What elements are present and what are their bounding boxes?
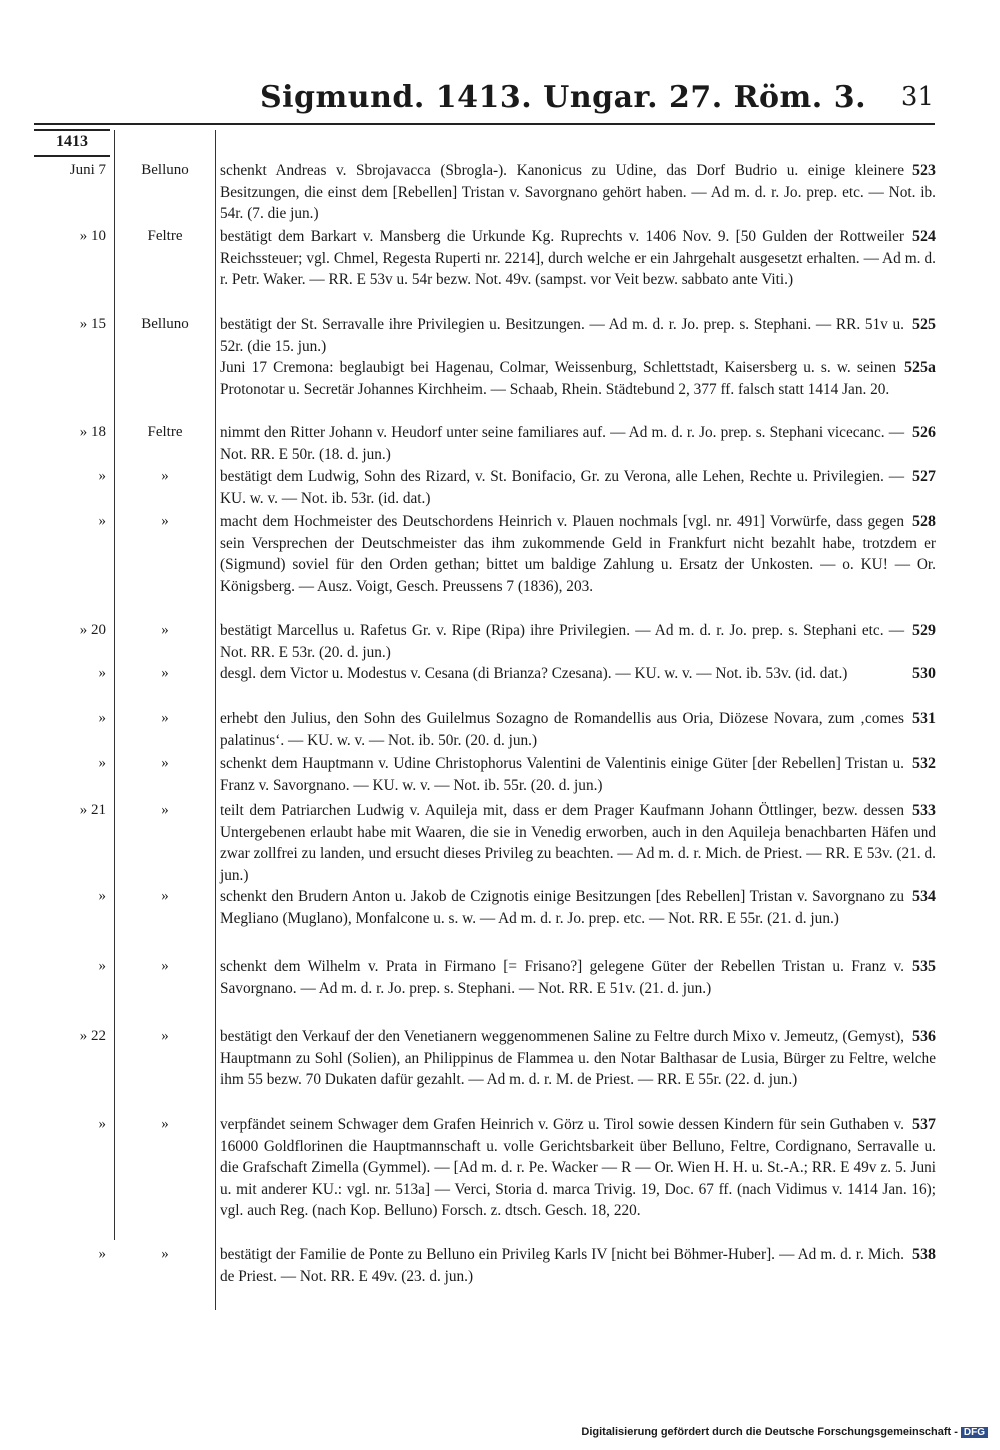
entry-place: » — [161, 1116, 169, 1132]
entry-date: » — [98, 958, 106, 974]
entry-place: » — [161, 665, 169, 681]
entry-place: Belluno — [141, 162, 189, 178]
entry-text: verpfändet seinem Schwager dem Grafen Heinrich v. Görz u. Tirol sowie dessen Kindern für sein Guthaben v. 16000 Goldflorinen die Hauptmannschaft u. volle Gerichtsbarkeit über Belluno, Feltre, Cordignano, Serravalle u. die Grafschaft Zimella (Gymmel). — [Ad m. d. r. Pe. Wacker — R — Or. Wien H. H. u. St.-A.; RR. E 49v z. 5. Juni u. mit anderer KU.: vgl. nr. 513a] — Verci, Storia d. marca Trivig. 19, Doc. 67 ff. (nach Vidimus v. 1414 Jan. 16); vgl. auch Reg. (nach Kop. Belluno) Forsch. z. dtsch. Gesch. 18, 220. — [220, 1116, 936, 1219]
footer-text: Digitalisierung gefördert durch die Deutsche Forschungsgemeinschaft - — [581, 1426, 958, 1438]
entry-date: » — [98, 710, 106, 726]
entry-place: » — [161, 755, 169, 771]
entry-number: 531 — [912, 710, 936, 727]
entry-date: » — [98, 755, 106, 771]
entry-text: bestätigt der St. Serravalle ihre Privilegien u. Besitzungen. — Ad m. d. r. Jo. prep. s. Stephani. — RR. 51v u. 52r. (die 15. jun.) — [220, 316, 904, 355]
entry-number: 535 — [912, 958, 936, 975]
entry-text: nimmt den Ritter Johann v. Heudorf unter seine familiares auf. — Ad m. d. r. Jo. prep. s. Stephani vicecanc. — Not. RR. E 50r. (18. d. jun.) — [220, 424, 904, 463]
dfg-logo: DFG — [961, 1427, 988, 1438]
entry-date: » 18 — [79, 424, 106, 440]
entry-date: » — [98, 1246, 106, 1262]
entry-text: desgl. dem Victor u. Modestus v. Cesana (di Brianza? Czesana). — KU. w. v. — Not. ib. 53v. (id. dat.) — [220, 665, 848, 682]
entry-date: » 10 — [79, 228, 106, 244]
entry-place: » — [161, 622, 169, 638]
digitization-credit — [581, 1426, 988, 1438]
page-header — [0, 78, 1000, 128]
entry-text: macht dem Hochmeister des Deutschordens Heinrich v. Plauen nochmals [vgl. nr. 491] Vorwürfe, dass gegen sein Versprechen der Deutschmeister das ihm zukommende Geld in Frankfurt nicht bezahlt habe, trotzdem er (Sigmund) soviel für den Orden gethan; bittet um baldige Zahlung u. Ersatz der Unkosten. — o. KU! — Or. Königsberg. — Ausz. Voigt, Gesch. Preussens 7 (1836), 203. — [220, 513, 936, 595]
entry-date: » 15 — [79, 316, 106, 332]
entry-number: 527 — [912, 468, 936, 485]
entry-text: erhebt den Julius, den Sohn des Guilelmus Sozagno de Romandellis aus Oria, Diözese Novara, zum ‚comes palatinus‘. — KU. w. v. — Not. ib. 50r. (20. d. jun.) — [220, 710, 904, 749]
entry-number: 524 — [912, 228, 936, 245]
entry-date: » — [98, 1116, 106, 1132]
entry-place: » — [161, 1028, 169, 1044]
entry-text: schenkt dem Hauptmann v. Udine Christophorus Valentini de Valentinis einige Güter [der Rebellen] Tristan u. Franz v. Savorgnano. — KU. w. v. — Not. ib. 55r. (20. d. jun.) — [220, 755, 904, 794]
entry-place: » — [161, 958, 169, 974]
entry-place: Belluno — [141, 316, 189, 332]
entry-text: bestätigt der Familie de Ponte zu Belluno ein Privileg Karls IV [nicht bei Böhmer-Huber]. — Ad m. d. r. Mich. de Priest. — Not. RR. E 49v. (23. d. jun.) — [220, 1246, 904, 1285]
entry-text: bestätigt dem Barkart v. Mansberg die Urkunde Kg. Ruprechts v. 1406 Nov. 9. [50 Gulden der Rottweiler Reichssteuer; vgl. Chmel, Regesta Ruperti nr. 2214], durch welche er ein Jahrgehalt ausgesetzt erhalten. — Ad m. d. r. Petr. Waker. — RR. E 53v u. 54r bezw. Not. 49v. (sampst. vor Veit bezw. sabbato ante Viti.) — [220, 228, 936, 288]
entry-text: schenkt dem Wilhelm v. Prata in Firmano [= Frisano?] gelegene Güter der Rebellen Tristan u. Franz v. Savorgnano. — Ad m. d. r. Jo. prep. s. Stephani. — Not. RR. E 51v. (21. d. jun.) — [220, 958, 904, 997]
entry-date: » — [98, 468, 106, 484]
entry-number: 525a — [904, 359, 936, 376]
year-label: 1413 — [34, 129, 110, 157]
entry-number: 523 — [912, 162, 936, 179]
entry-text: teilt dem Patriarchen Ludwig v. Aquileja mit, dass er dem Prager Kaufmann Johann Öttlinger, bezw. dessen Untergebenen erlaubt habe mit Waaren, die sie in Venedig erworben, auch in den Aquileja benachbarten Häfen und zwar zollfrei zu landen, und ersucht dieses Privileg zu beachten. — Ad m. d. r. Mich. de Priest. — RR. E 53v. (21. d. jun.) — [220, 802, 936, 884]
header-rule — [34, 123, 935, 125]
page-number: 31 — [900, 82, 934, 112]
entry-number: 538 — [912, 1246, 936, 1263]
entry-date: » 21 — [79, 802, 106, 818]
entry-date: » — [98, 513, 106, 529]
entry-number: 537 — [912, 1116, 936, 1133]
entry-place: » — [161, 888, 169, 904]
entry-place: » — [161, 710, 169, 726]
entry-number: 529 — [912, 622, 936, 639]
entry-place: » — [161, 468, 169, 484]
entry-text: bestätigt Marcellus u. Rafetus Gr. v. Ripe (Ripa) ihre Privilegien. — Ad m. d. r. Jo. prep. s. Stephani etc. — Not. RR. E 53r. (20. d. jun.) — [220, 622, 904, 661]
entry-place: » — [161, 1246, 169, 1262]
entry-number: 532 — [912, 755, 936, 772]
column-divider-date — [114, 130, 115, 1240]
entry-date: » 22 — [79, 1028, 106, 1044]
entry-date: » — [98, 665, 106, 681]
entry-number: 533 — [912, 802, 936, 819]
entry-number: 525 — [912, 316, 936, 333]
entry-date: » — [98, 888, 106, 904]
entry-date: Juni 7 — [69, 162, 106, 178]
entry-place: Feltre — [147, 228, 183, 244]
entry-number: 534 — [912, 888, 936, 905]
entry-date: » 20 — [79, 622, 106, 638]
entry-number: 528 — [912, 513, 936, 530]
entry-text: schenkt den Brudern Anton u. Jakob de Czignotis einige Besitzungen [des Rebellen] Tristan v. Savorgnano zu Megliano (Muglano), Monfalcone u. s. w. — Ad m. d. r. Jo. prep. etc. — Not. RR. E 55r. (21. d. jun.) — [220, 888, 904, 927]
entry-place: » — [161, 802, 169, 818]
entry-number: 536 — [912, 1028, 936, 1045]
entry-text: Juni 17 Cremona: beglaubigt bei Hagenau, Colmar, Weissenburg, Schlettstadt, Kaisersberg u. s. w. seinen Protonotar u. Secretär Johannes Kirchheim. — Schaab, Rhein. Städtebund 2, 377 ff. falsch statt 1414 Jan. 20. — [220, 359, 896, 398]
entry-text: schenkt Andreas v. Sbrojavacca (Sbrogla-). Kanonicus zu Udine, das Dorf Budrio u. einige kleinere Besitzungen, die einst dem [Rebellen] Tristan v. Savorgnano gehört haben. — Ad m. d. r. Jo. prep. etc. — Not. ib. 54r. (7. die jun.) — [220, 162, 936, 222]
entry-number: 530 — [912, 665, 936, 682]
entry-number: 526 — [912, 424, 936, 441]
column-divider-place — [215, 130, 216, 1310]
entry-text: bestätigt den Verkauf der den Venetianern weggenommenen Saline zu Feltre durch Mixo v. Jemeutz, (Gemyst), Hauptmann zu Sohl (Solien), an Philippinus de Flammea u. den Notar Balthasar de Lusia, Bürger zu Feltre, welche ihm 55 bezw. 70 Dukaten dafür gezahlt. — Ad m. d. r. M. de Priest. — RR. E 55r. (22. d. jun.) — [220, 1028, 936, 1088]
entry-place: » — [161, 513, 169, 529]
entry-place: Feltre — [147, 424, 183, 440]
entry-text: bestätigt dem Ludwig, Sohn des Rizard, v. St. Bonifacio, Gr. zu Verona, alle Lehen, Rechte u. Privilegien. — KU. w. v. — Not. ib. 53r. (id. dat.) — [220, 468, 904, 507]
page-title: Sigmund. 1413. Ungar. 27. Röm. 3. — [260, 80, 867, 115]
